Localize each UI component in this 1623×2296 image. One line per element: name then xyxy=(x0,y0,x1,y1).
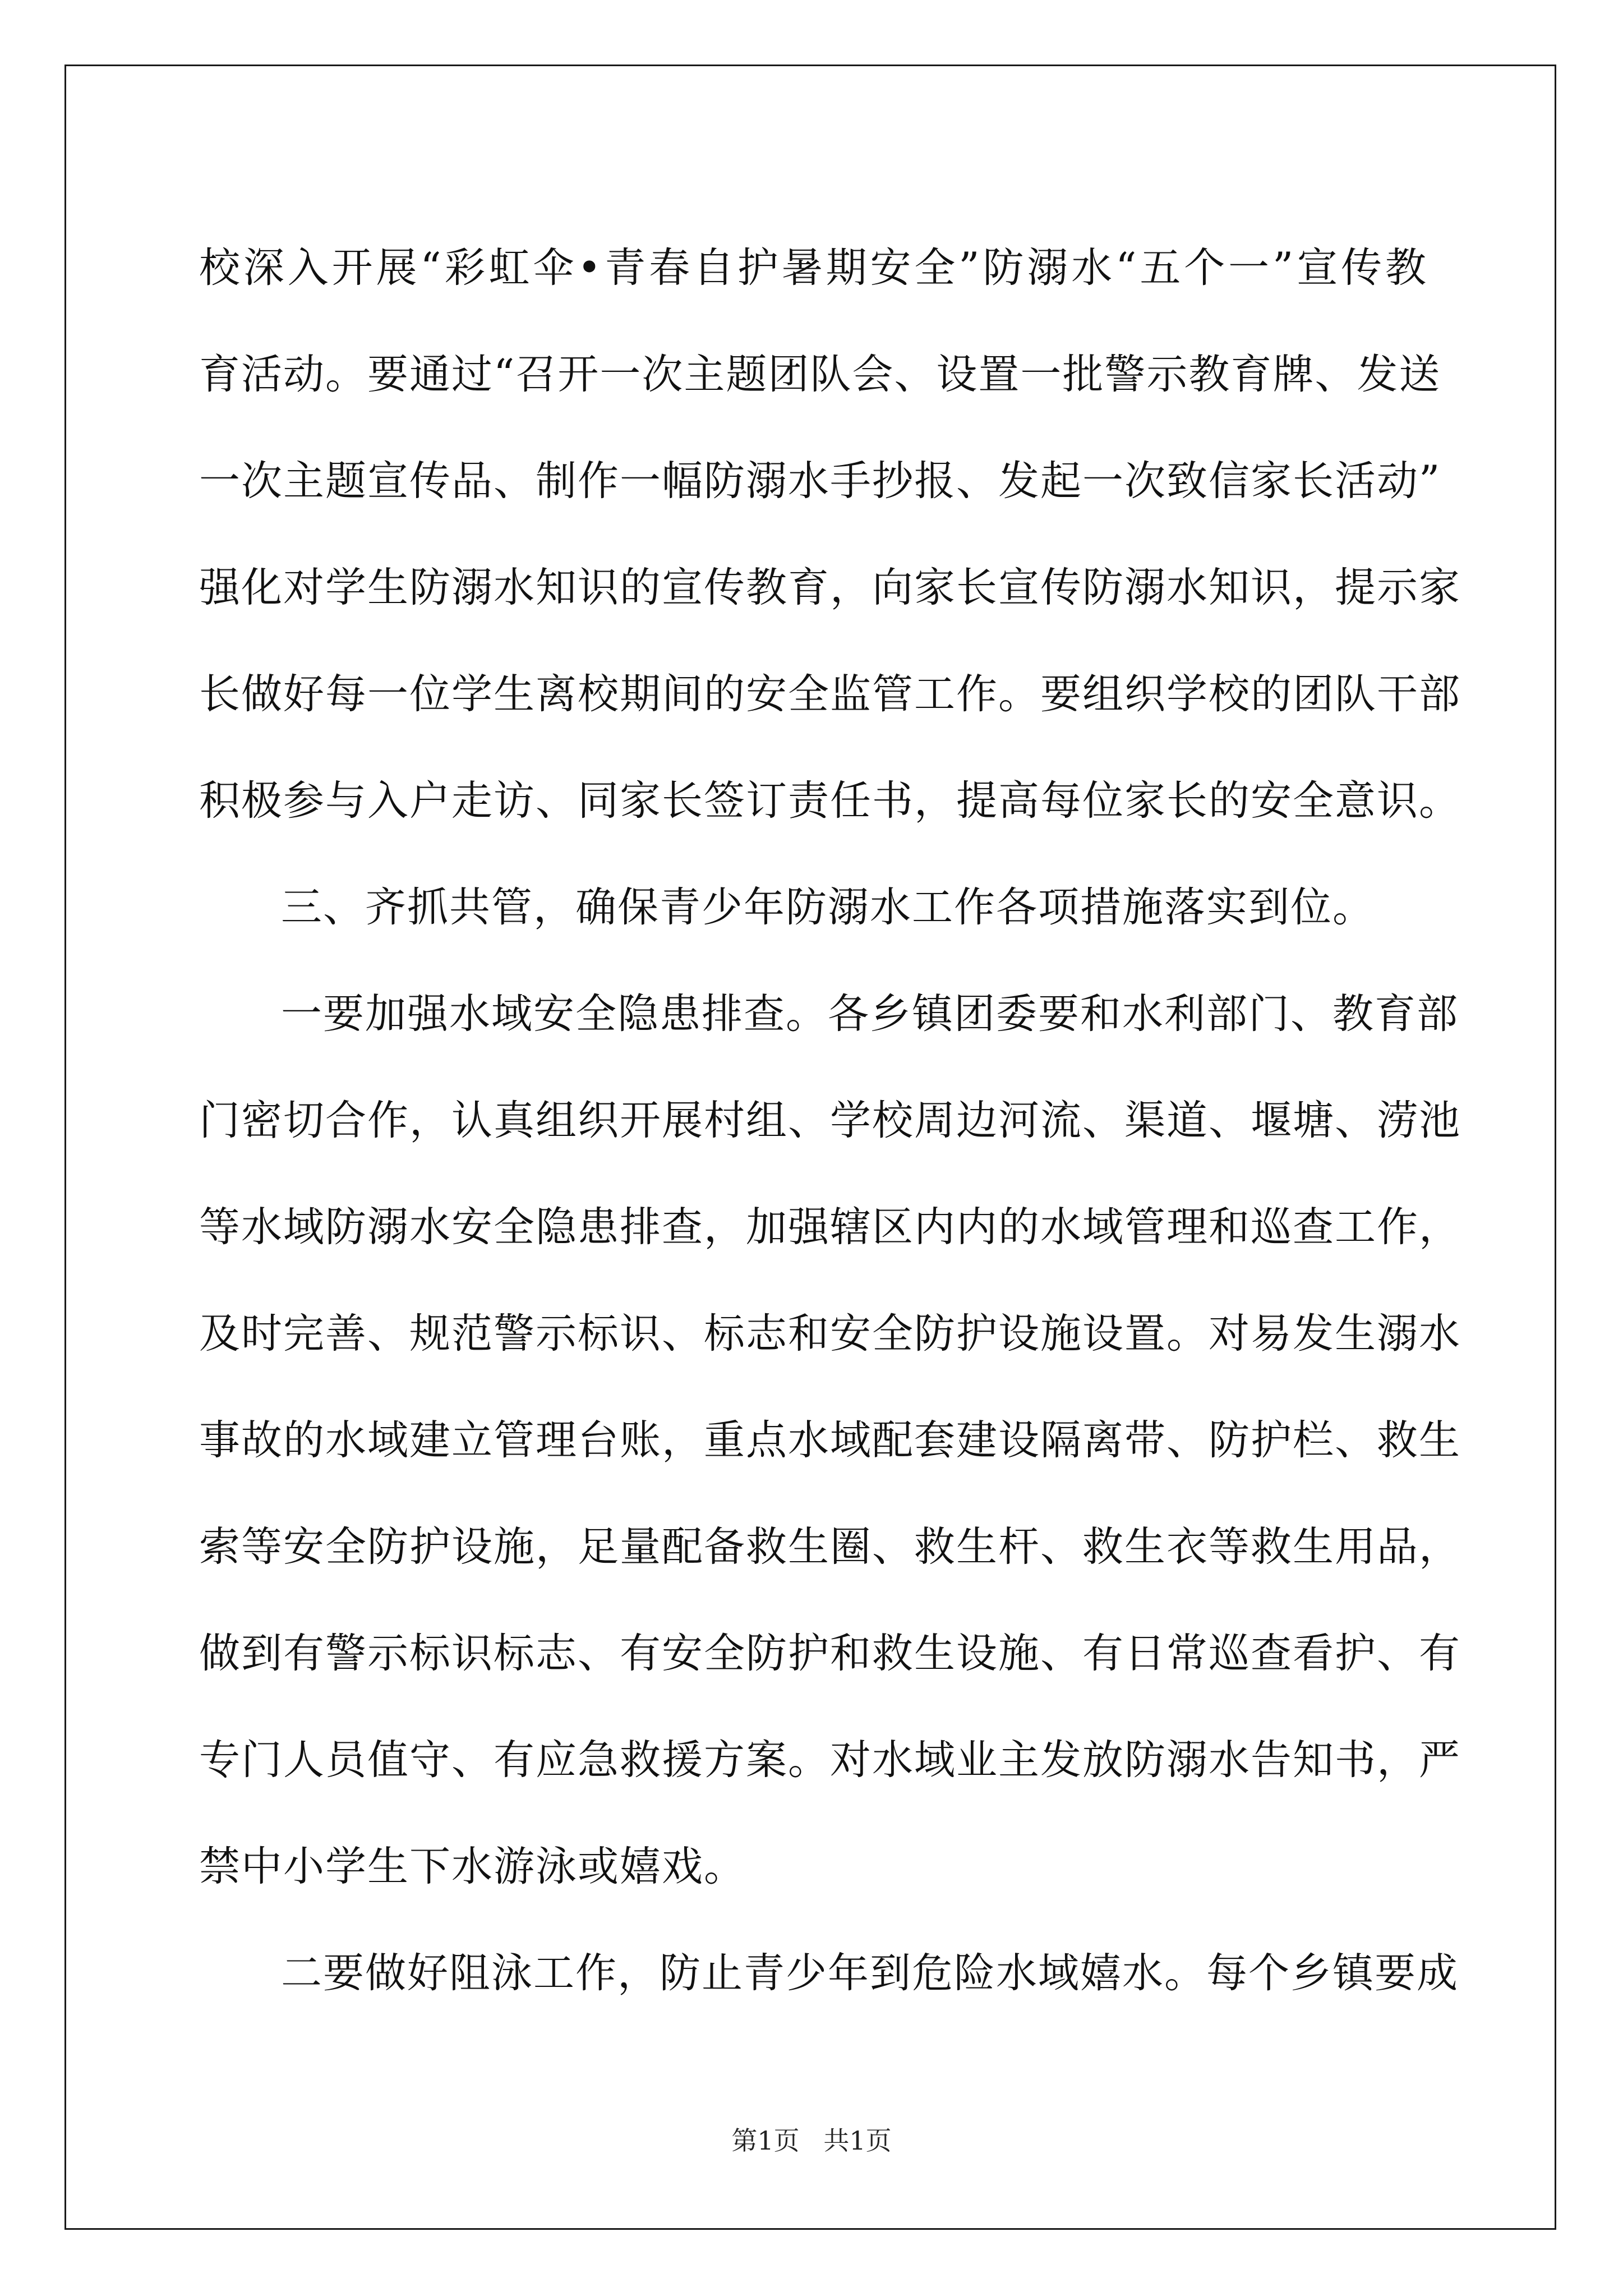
body-line: 事故的水域建立管理台账，重点水域配套建设隔离带、防护栏、救生 xyxy=(199,1416,1461,1464)
body-line: 育活动。要通过“召开一次主题团队会、设置一批警示教育牌、发送 xyxy=(199,351,1441,398)
page-footer xyxy=(0,2120,1623,2157)
body-line: 校深入开展“彩虹伞•青春自护暑期安全”防溺水“五个一”宣传教 xyxy=(199,244,1427,292)
body-line: 及时完善、规范警示标识、标志和安全防护设施设置。对易发生溺水 xyxy=(199,1310,1461,1358)
body-line: 一要加强水域安全隐患排查。各乡镇团委要和水利部门、教育部 xyxy=(281,990,1459,1038)
page-number: 第1页 xyxy=(731,2125,800,2156)
body-line: 积极参与入户走访、同家长签订责任书，提高每位家长的安全意识。 xyxy=(199,777,1461,825)
section-heading: 三、齐抓共管，确保青少年防溺水工作各项措施落实到位。 xyxy=(281,884,1375,931)
body-line: 强化对学生防溺水知识的宣传教育，向家长宣传防溺水知识，提示家 xyxy=(199,564,1461,611)
body-line: 禁中小学生下水游泳或嬉戏。 xyxy=(199,1843,746,1890)
document-body xyxy=(199,215,1461,2027)
body-line: 长做好每一位学生离校期间的安全监管工作。要组织学校的团队干部 xyxy=(199,670,1461,718)
body-line: 二要做好阻泳工作，防止青少年到危险水域嬉水。每个乡镇要成 xyxy=(281,1949,1459,1997)
page-total: 共1页 xyxy=(823,2125,892,2156)
body-line: 等水域防溺水安全隐患排查，加强辖区内内的水域管理和巡查工作， xyxy=(199,1203,1461,1251)
body-line: 索等安全防护设施，足量配备救生圈、救生杆、救生衣等救生用品， xyxy=(199,1523,1461,1571)
body-line: 门密切合作，认真组织开展村组、学校周边河流、渠道、堰塘、涝池 xyxy=(199,1097,1461,1144)
body-line: 做到有警示标识标志、有安全防护和救生设施、有日常巡查看护、有 xyxy=(199,1630,1461,1677)
body-line: 专门人员值守、有应急救援方案。对水域业主发放防溺水告知书，严 xyxy=(199,1736,1461,1784)
body-line: 一次主题宣传品、制作一幅防溺水手抄报、发起一次致信家长活动” xyxy=(199,457,1441,505)
